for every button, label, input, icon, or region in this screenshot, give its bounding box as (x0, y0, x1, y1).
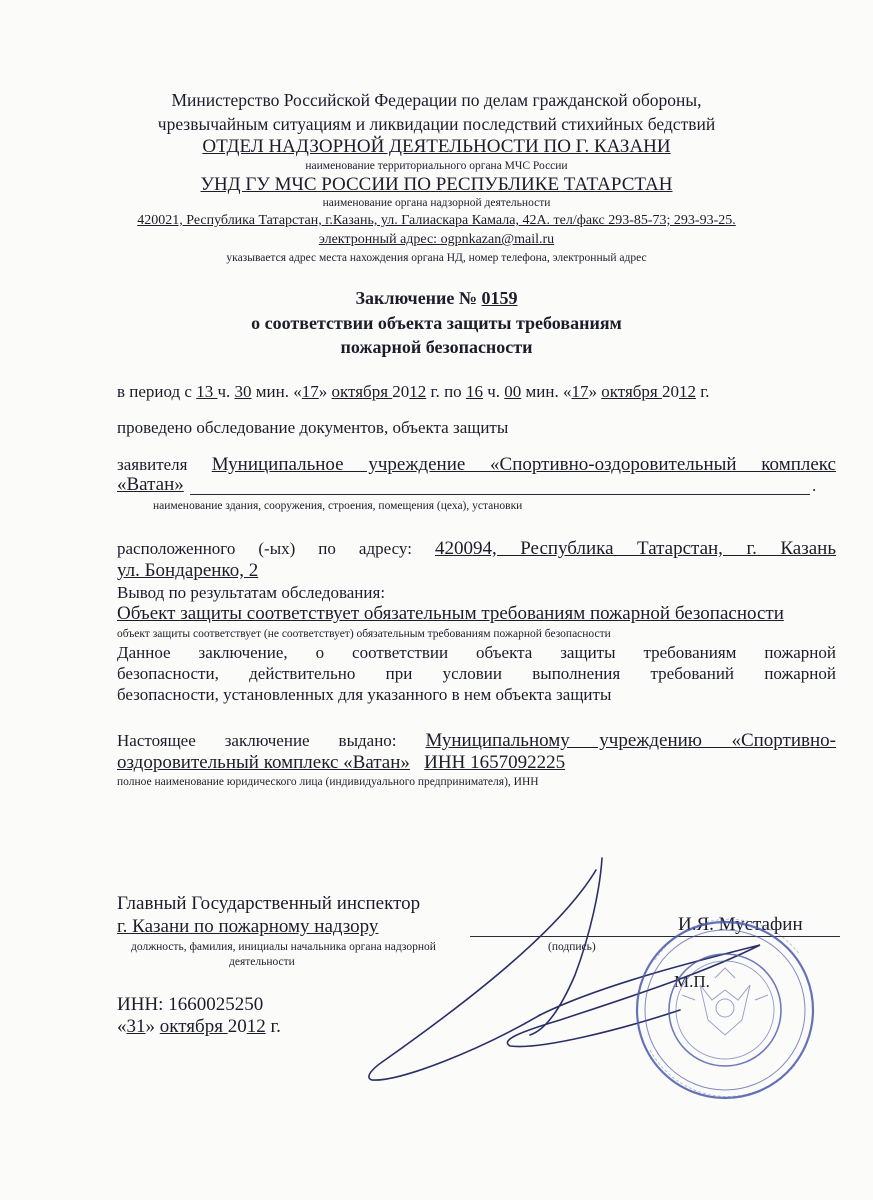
period-text: 20 (392, 382, 410, 401)
location-value-line-2: ул. Бондаренко, 2 (117, 560, 259, 581)
signature-caption: (подпись) (548, 941, 596, 953)
conclusion-caption: объект защиты соответствует (не соответствует) обязательным требованиям пожарной безопасности (117, 628, 611, 640)
period-text: ч. (217, 382, 235, 401)
inspector-name: И.Я. Мустафин (678, 914, 803, 935)
date-month: октября (159, 1016, 228, 1037)
validity-line-3: безопасности, установленных для указанного в нем объекта защиты (117, 685, 612, 704)
period-start-hour: 13 (196, 382, 218, 401)
inspector-position-line-1: Главный Государственный инспектор (117, 893, 421, 914)
period-text: » (318, 382, 332, 401)
ministry-line-2: чрезвычайным ситуациям и ликвидации последствий стихийных бедствий (157, 114, 716, 134)
stamp-place-label: М.П. (674, 972, 710, 991)
issued-label: Настоящее заключение выдано: (117, 731, 397, 750)
department-caption: наименование территориального органа МЧС России (305, 160, 568, 172)
title-number: 0159 (481, 288, 518, 308)
date-text: « (117, 1016, 127, 1037)
date-text: » (145, 1016, 160, 1037)
conclusion-value: Объект защиты соответствует обязательным требованиям пожарной безопасности (117, 603, 784, 624)
validity-line-1: Данное заключение, о соответствии объекта защиты требованиям пожарной (117, 643, 836, 662)
period-text: » (588, 382, 602, 401)
period-text: г. по (426, 382, 466, 401)
issued-inn: ИНН 1657092225 (424, 752, 566, 773)
department-name: ОТДЕЛ НАДЗОРНОЙ ДЕЯТЕЛЬНОСТИ ПО Г. КАЗАНИ (202, 136, 671, 157)
period-text: 20 (661, 382, 679, 401)
inspection-text: проведено обследование документов, объекта защиты (117, 418, 509, 437)
position-caption: должность, фамилия, инициалы начальника органа надзорной (131, 941, 436, 953)
title-line-2: о соответствии объекта защиты требованиям (251, 313, 622, 333)
date-day: 31 (126, 1016, 146, 1037)
address-caption: указывается адрес места нахождения органа НД, номер телефона, электронный адрес (226, 252, 647, 264)
location-value: 420094, Республика Татарстан, г. Казань (434, 538, 837, 559)
issued-organization: оздоровительный комплекс «Ватан» (117, 752, 410, 773)
period-end-minute: 00 (504, 382, 522, 401)
period-end-month: октября (601, 382, 662, 401)
title-prefix: Заключение № (355, 288, 482, 308)
period-start-minute: 30 (234, 382, 252, 401)
period-start-year: 12 (409, 382, 427, 401)
authority-email: электронный адрес: ogpnkazan@mail.ru (318, 232, 555, 247)
issued-caption: полное наименование юридического лица (индивидуального предпринимателя), ИНН (117, 776, 539, 788)
ministry-line-1: Министерство Российской Федерации по делам гражданской обороны, (171, 90, 702, 110)
authority-address: 420021, Республика Татарстан, г.Казань, ул. Галиаскара Камала, 42А. тел/факс 293-85-73; 293-93-25. (137, 213, 736, 228)
applicant-value: Муниципальное учреждение «Спортивно-оздоровительный комплекс (211, 454, 836, 475)
date-year: 12 (246, 1016, 266, 1037)
authority-name: УНД ГУ МЧС РОССИИ ПО РЕСПУБЛИКЕ ТАТАРСТАН (200, 174, 673, 195)
applicant-caption: наименование здания, сооружения, строения, помещения (цеха), установки (153, 500, 523, 512)
applicant-label: заявителя (117, 455, 188, 474)
period-text: ч. (482, 382, 505, 401)
period-text: мин. « (521, 382, 572, 401)
period-end-day: 17 (571, 382, 589, 401)
official-stamp-seal (637, 919, 813, 1098)
date-text: г. (265, 1016, 281, 1037)
period-text: в период с (117, 382, 197, 401)
period-start-day: 17 (301, 382, 319, 401)
validity-line-2: безопасности, действительно при условии выполнения требований пожарной (117, 664, 836, 683)
period-end-hour: 16 (465, 382, 483, 401)
period-start-month: октября (331, 382, 393, 401)
applicant-value-line-2: «Ватан» (117, 474, 184, 495)
authority-caption: наименование органа надзорной деятельности (322, 197, 551, 209)
applicant-end: . (812, 476, 817, 495)
issued-value: Муниципальному учреждению «Спортивно- (425, 730, 836, 751)
conclusion-label: Вывод по результатам обследования: (117, 583, 386, 602)
position-caption-2: деятельности (229, 956, 295, 968)
handwritten-signature (369, 858, 760, 1080)
inspector-position-line-2: г. Казани по пожарному надзору (117, 916, 379, 937)
title-line-3: пожарной безопасности (340, 337, 533, 357)
location-label: расположенного (-ых) по адресу: (117, 539, 412, 558)
period-text: г. (695, 382, 710, 401)
date-text: 20 (227, 1016, 247, 1037)
authority-inn: ИНН: 1660025250 (117, 994, 264, 1015)
period-text: мин. « (251, 382, 302, 401)
period-end-year: 12 (678, 382, 696, 401)
